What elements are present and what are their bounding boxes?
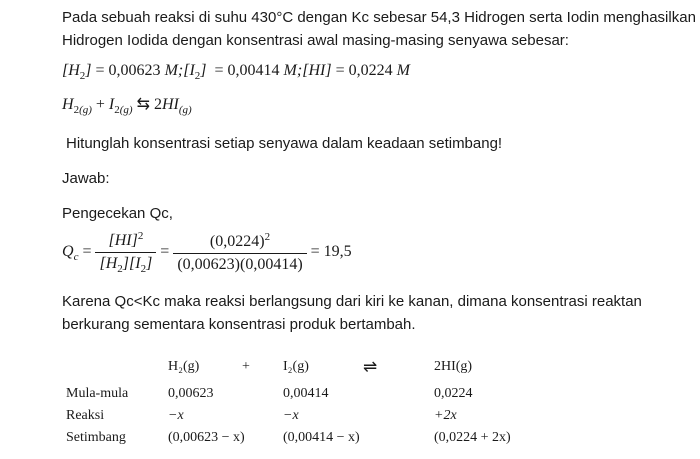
row-label-equilibrium: Setimbang: [66, 430, 126, 445]
cell-reaction-i2: −x: [283, 408, 299, 423]
initial-concentrations: [62, 62, 410, 82]
header-h2: H₂(g): [168, 359, 200, 374]
problem-line-1: Pada sebuah reaksi di suhu 430°C dengan Kc sebesar 54,3 Hidrogen serta Iodin menghasilkan: [62, 9, 696, 26]
explanation-line-1: Karena Qc<Kc maka reaksi berlangsung dari kiri ke kanan, dimana konsentrasi reaktan: [62, 293, 642, 310]
reaction-equation: $H_{2(g)} + I_{2(g)}$ ⇆ $2HI_{(g)}$: [62, 96, 192, 116]
cell-initial-hi: 0,0224: [434, 386, 473, 401]
cell-equilibrium-hi: (0,0224 + 2x): [434, 430, 511, 445]
conc-i2: $[I_2] = 0,00414$ M;: [183, 62, 303, 82]
cell-equilibrium-h2: (0,00623 − x): [168, 430, 245, 445]
cell-initial-i2: 0,00414: [283, 386, 329, 401]
explanation-line-2: berkurang sementara konsentrasi produk bertambah.: [62, 316, 416, 333]
cell-reaction-h2: −x: [168, 408, 184, 423]
header-equilibrium-arrow: ⇌: [363, 357, 378, 376]
answer-label: Jawab:: [62, 170, 110, 187]
conc-h2: $[H_2] = 0,00623$ M;: [62, 62, 184, 82]
header-i2: I₂(g): [283, 359, 309, 374]
row-label-reaction: Reaksi: [66, 408, 105, 423]
cell-initial-h2: 0,00623: [168, 386, 214, 401]
qc-formula: $Q_c$ = $\frac{[HI]^2}{[H_2][I_2]}$ = $\frac{(0,0224)^2}{(0,00623)(0,00414)}$ = 19,5: [62, 230, 352, 275]
qc-result: 19,5: [323, 243, 352, 261]
cell-equilibrium-i2: (0,00414 − x): [283, 430, 360, 445]
header-plus: +: [242, 359, 250, 374]
qc-fraction-numeric: $\frac{(0,0224)^2}{(0,00623)(0,00414)}$: [173, 231, 306, 274]
cell-reaction-hi: +2x: [434, 408, 457, 423]
check-label: Pengecekan Qc,: [62, 205, 173, 222]
row-label-initial: Mula-mula: [66, 386, 129, 401]
header-2hi: 2HI(g): [434, 359, 473, 374]
problem-line-2: Hidrogen Iodida dengan konsentrasi awal masing-masing senyawa sebesar:: [62, 32, 569, 49]
conc-hi: [HI] = 0,0224 M: [302, 62, 410, 79]
qc-fraction-symbolic: $\frac{[HI]^2}{[H_2][I_2]}$: [95, 230, 156, 275]
question-text: Hitunglah konsentrasi setiap senyawa dalam keadaan setimbang!: [66, 135, 503, 152]
